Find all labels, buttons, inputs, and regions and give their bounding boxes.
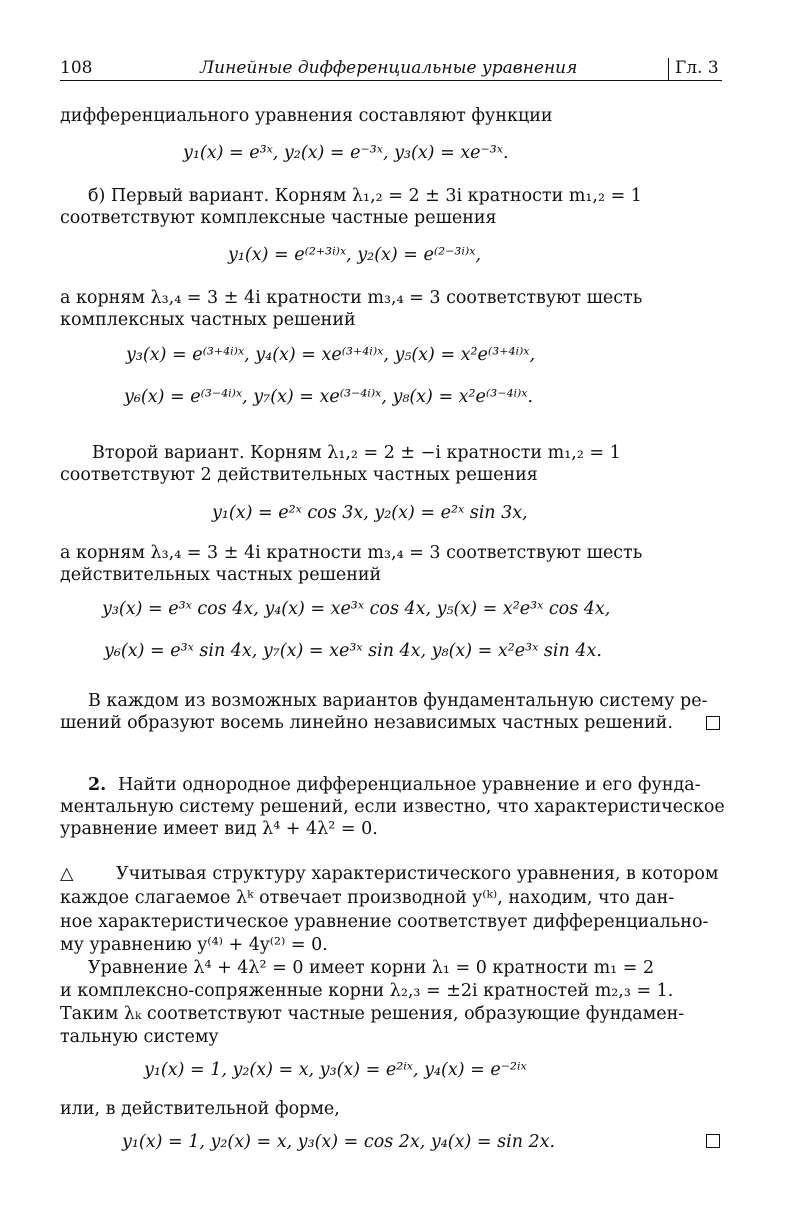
text-line: В каждом из возможных вариантов фундаментальную систему ре- — [88, 691, 708, 711]
text-line: шений образуют восемь линейно независимых частных решений. — [60, 713, 673, 733]
header-rule — [60, 80, 722, 81]
formula: y₃(x) = e⁽³⁺⁴ⁱ⁾ˣ, y₄(x) = xe⁽³⁺⁴ⁱ⁾ˣ, y₅(x) = x²e⁽³⁺⁴ⁱ⁾ˣ, — [126, 345, 536, 365]
text-line: Таким λₖ соответствуют частные решения, образующие фундамен- — [60, 1004, 685, 1024]
text-line: му уравнению y⁽⁴⁾ + 4y⁽²⁾ = 0. — [60, 935, 328, 955]
chapter-label: Гл. 3 — [668, 58, 719, 80]
formula: y₁(x) = 1, y₂(x) = x, y₃(x) = e²ⁱˣ, y₄(x) = e⁻²ⁱˣ — [144, 1060, 527, 1080]
text-line: б) Первый вариант. Корням λ₁,₂ = 2 ± 3i кратности m₁,₂ = 1 — [88, 186, 642, 206]
text-line: соответствуют 2 действительных частных решения — [60, 465, 538, 485]
text-line: Уравнение λ⁴ + 4λ² = 0 имеет корни λ₁ = 0 кратности m₁ = 2 — [88, 958, 655, 978]
formula: y₆(x) = e³ˣ sin 4x, y₇(x) = xe³ˣ sin 4x, y₈(x) = x²e³ˣ sin 4x. — [104, 641, 602, 661]
text-line: и комплексно-сопряженные корни λ₂,₃ = ±2i кратностей m₂,₃ = 1. — [60, 981, 674, 1001]
formula: y₁(x) = e²ˣ cos 3x, y₂(x) = e²ˣ sin 3x, — [212, 503, 528, 523]
text-line: а корням λ₃,₄ = 3 ± 4i кратности m₃,₄ = 3 соответствуют шесть — [60, 288, 643, 308]
text-line: уравнение имеет вид λ⁴ + 4λ² = 0. — [60, 819, 378, 839]
text-line: каждое слагаемое λᵏ отвечает производной y⁽ᵏ⁾, находим, что дан- — [60, 888, 675, 908]
solution-marker: △ — [60, 864, 74, 884]
text-line: Найти однородное дифференциальное уравнение и его фунда- — [118, 775, 701, 795]
text-line: комплексных частных решений — [60, 310, 356, 330]
text-line: а корням λ₃,₄ = 3 ± 4i кратности m₃,₄ = 3 соответствуют шесть — [60, 543, 643, 563]
page-number: 108 — [60, 58, 93, 78]
text-line: тальную систему — [60, 1027, 219, 1047]
text-line: дифференциального уравнения составляют функции — [60, 106, 553, 126]
formula: y₆(x) = e⁽³⁻⁴ⁱ⁾ˣ, y₇(x) = xe⁽³⁻⁴ⁱ⁾ˣ, y₈(x) = x²e⁽³⁻⁴ⁱ⁾ˣ. — [124, 387, 534, 407]
qed-square — [706, 1134, 720, 1148]
text-line: действительных частных решений — [60, 565, 382, 585]
text-line: ментальную систему решений, если известно, что характеристическое — [60, 797, 725, 817]
text-line: Учитывая структуру характеристического уравнения, в котором — [116, 864, 719, 884]
text-line: соответствуют комплексные частные решения — [60, 208, 497, 228]
formula: y₃(x) = e³ˣ cos 4x, y₄(x) = xe³ˣ cos 4x, y₅(x) = x²e³ˣ cos 4x, — [102, 599, 611, 619]
problem-number: 2. — [88, 775, 107, 795]
text-line: ное характеристическое уравнение соответствует дифференциально- — [60, 912, 709, 932]
formula: y₁(x) = e³ˣ, y₂(x) = e⁻³ˣ, y₃(x) = xe⁻³ˣ. — [183, 143, 509, 163]
text-line: Второй вариант. Корням λ₁,₂ = 2 ± −i кратности m₁,₂ = 1 — [92, 443, 621, 463]
formula: y₁(x) = e⁽²⁺³ⁱ⁾ˣ, y₂(x) = e⁽²⁻³ⁱ⁾ˣ, — [228, 245, 482, 265]
text-line: или, в действительной форме, — [60, 1099, 340, 1119]
running-title: Линейные дифференциальные уравнения — [200, 58, 578, 78]
qed-square — [706, 716, 720, 730]
formula: y₁(x) = 1, y₂(x) = x, y₃(x) = cos 2x, y₄(x) = sin 2x. — [122, 1132, 556, 1152]
